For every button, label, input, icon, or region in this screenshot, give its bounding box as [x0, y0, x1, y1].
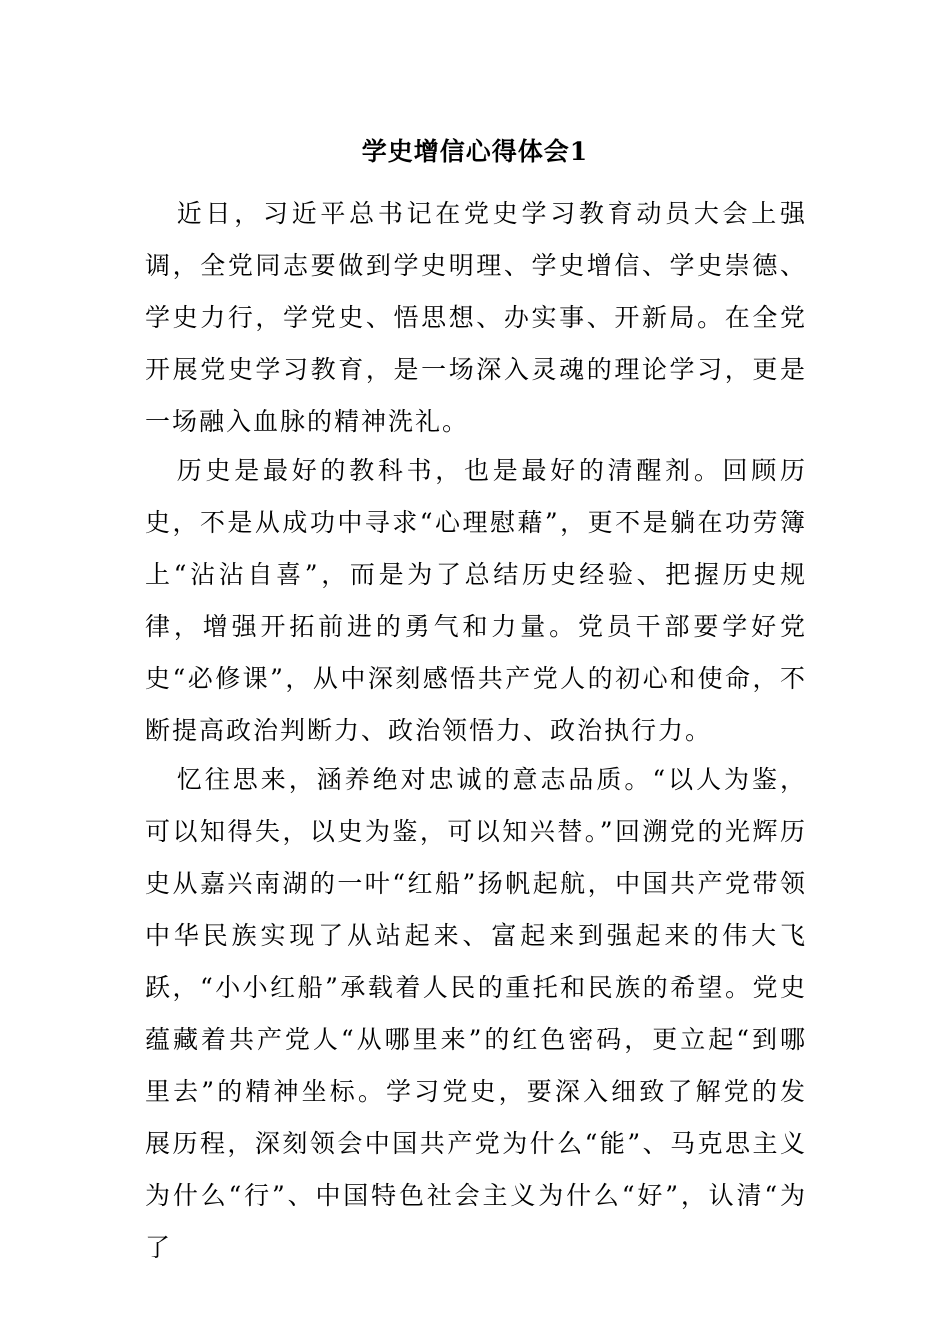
document-title: 学史增信心得体会1: [361, 137, 589, 166]
paragraph-1: 近日，习近平总书记在党史学习教育动员大会上强调，全党同志要做到学史明理、学史增信、学史崇德、学史力行，学党史、悟思想、办实事、开新局。在全党开展党史学习教育，是一场深入灵魂的理论学习，更是一场融入血脉的精神洗礼。: [145, 199, 807, 436]
paragraph-3: 忆往思来，涵养绝对忠诚的意志品质。“以人为鉴，可以知得失，以史为鉴，可以知兴替。”回溯党的光辉历史从嘉兴南湖的一叶“红船”扬帆起航，中国共产党带领中华民族实现了从站起来、富起来到强起来的伟大飞跃，“小小红船”承载着人民的重托和民族的希望。党史蕴藏着共产党人“从哪里来”的红色密码，更立起“到哪里去”的精神坐标。学习党史，要深入细致了解党的发展历程，深刻领会中国共产党为什么“能”、马克思主义为什么“行”、中国特色社会主义为什么“好”，认清“为了: [145, 765, 807, 1262]
paragraph-2: 历史是最好的教科书，也是最好的清醒剂。回顾历史，不是从成功中寻求“心理慰藉”，更不是躺在功劳簿上“沾沾自喜”，而是为了总结历史经验、把握历史规律，增强开拓前进的勇气和力量。党员干部要学好党史“必修课”，从中深刻感悟共产党人的初心和使命，不断提高政治判断力、政治领悟力、政治执行力。: [145, 456, 807, 745]
